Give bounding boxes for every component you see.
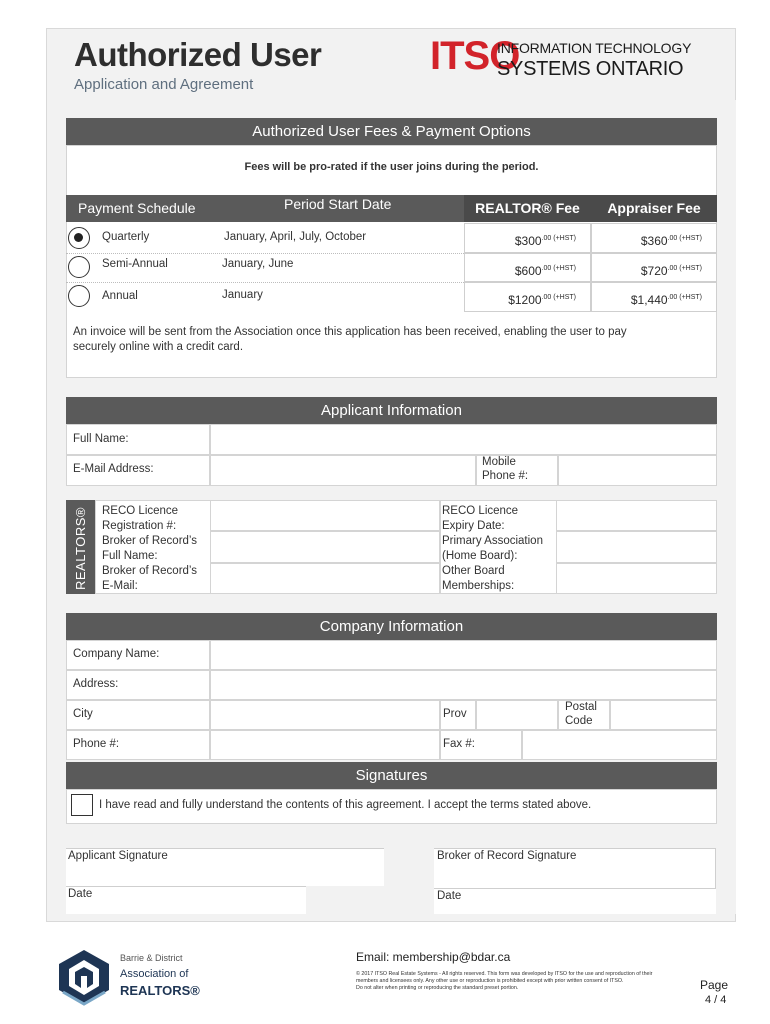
broker-signature-label: Broker of Record Signature (437, 850, 577, 862)
col-realtor-fee: REALTOR® Fee (464, 195, 591, 222)
applicant-signature-label: Applicant Signature (68, 850, 168, 862)
phone-field[interactable] (210, 730, 440, 760)
applicant-date-label: Date (68, 888, 93, 900)
applicant-section-header: Applicant Information (66, 397, 717, 424)
address-label: Address: (73, 678, 119, 690)
reco-expiry-field[interactable] (556, 500, 717, 531)
other-board-field[interactable] (556, 563, 717, 594)
realtors-tab-label: REALTORS® (73, 507, 88, 590)
email-field[interactable] (210, 455, 476, 486)
period-annual: January (222, 289, 263, 301)
appraiser-fee-quarterly: $\$360^{.00 (+HST)}$ (591, 223, 717, 253)
full-name-label: Full Name: (73, 433, 129, 445)
col-appraiser-fee: Appraiser Fee (591, 195, 717, 222)
company-name-field[interactable] (210, 640, 717, 670)
assoc-name-line1: Barrie & District (120, 953, 183, 963)
city-field[interactable] (210, 700, 440, 730)
postal-label-2: Code (565, 715, 593, 727)
schedule-annual: Annual (102, 290, 138, 302)
realtor-left-labels: RECO Licence Registration #: Broker of Record’s Full Name: Broker of Record’s E-Mail: (102, 505, 198, 592)
realtor-right-labels: RECO Licence Expiry Date: Primary Association (Home Board): Other Board Memberships: (442, 505, 543, 592)
realtor-fee-annual: $\$1200^{.00 (+HST)}$ (464, 282, 591, 312)
agreement-checkbox[interactable] (71, 794, 93, 816)
broker-date-field[interactable] (434, 888, 716, 914)
prorate-note: Fees will be pro-rated if the user joins during the period. (244, 161, 539, 173)
fee-table-header (66, 195, 464, 222)
mobile-label-2: Phone #: (482, 470, 529, 482)
footer-email[interactable]: Email: membership@bdar.ca (356, 950, 511, 964)
itso-logo-line2: SYSTEMS ONTARIO (497, 58, 684, 80)
fees-section-header: Authorized User Fees & Payment Options (66, 118, 717, 145)
home-board-field[interactable] (556, 531, 717, 563)
mobile-label-1: Mobile (482, 456, 516, 468)
itso-logo-line1: INFORMATION TECHNOLOGY (497, 40, 692, 56)
realtor-fee-semi-annual: $\$600^{.00 (+HST)}$ (464, 253, 591, 282)
divider (66, 253, 464, 254)
postal-code-field[interactable] (610, 700, 717, 730)
appraiser-fee-semi-annual: $\$720^{.00 (+HST)}$ (591, 253, 717, 282)
invoice-note-line1: An invoice will be sent from the Association once this application has been received, enabling the user to pay (73, 326, 627, 338)
assoc-name-line3: REALTORS® (120, 983, 200, 998)
period-quarterly: January, April, July, October (224, 231, 367, 243)
page-title: Authorized User (74, 36, 322, 73)
schedule-quarterly: Quarterly (102, 231, 150, 243)
quarterly-radio[interactable] (68, 227, 90, 249)
fax-field[interactable] (522, 730, 717, 760)
schedule-semi-annual: Semi-Annual (102, 258, 168, 270)
agreement-text: I have read and fully understand the contents of this agreement. I accept the terms stated above. (99, 799, 592, 811)
appraiser-fee-annual: $\$1,440^{.00 (+HST)}$ (591, 282, 717, 312)
company-section-header: Company Information (66, 613, 717, 640)
period-semi-annual: January, June (222, 258, 294, 270)
page-label: Page (700, 978, 729, 992)
page-subtitle: Application and Agreement (74, 76, 254, 93)
fax-label: Fax #: (443, 738, 475, 750)
signatures-section-header: Signatures (66, 762, 717, 789)
address-field[interactable] (210, 670, 717, 700)
col-payment-schedule: Payment Schedule (78, 200, 196, 216)
phone-label: Phone #: (73, 738, 120, 750)
reco-licence-field[interactable] (210, 500, 440, 531)
bdar-logo-icon (55, 946, 113, 1006)
divider (66, 282, 464, 283)
prov-field[interactable] (476, 700, 558, 730)
email-label: E-Mail Address: (73, 463, 154, 475)
city-label: City (73, 708, 93, 720)
semi-annual-radio[interactable] (68, 256, 90, 278)
broker-date-label: Date (437, 890, 462, 902)
realtor-fee-quarterly: $\$300^{.00 (+HST)}$ (464, 223, 591, 253)
applicant-date-field[interactable] (66, 886, 306, 914)
mobile-field[interactable] (558, 455, 717, 486)
company-name-label: Company Name: (73, 648, 160, 660)
postal-label-1: Postal (565, 701, 597, 713)
col-period-start: Period Start Date (284, 196, 392, 212)
footer-copyright: © 2017 ITSO Real Estate Systems - All rights reserved. This form was developed by ITSO for the use and reproduction of their members and licensees only. Any other use or reproduction is prohibited except with prior written consent of ITSO. Do not alter when printing or reproducing the standard preset portion. (356, 971, 653, 992)
broker-email-field[interactable] (210, 563, 440, 594)
annual-radio[interactable] (68, 285, 90, 307)
page-number: 4 / 4 (705, 994, 727, 1006)
full-name-field[interactable] (210, 424, 717, 455)
prov-label: Prov (443, 708, 467, 720)
itso-logo-mark: ITSO (430, 34, 520, 78)
invoice-note-line2: securely online with a credit card. (73, 341, 244, 353)
broker-name-field[interactable] (210, 531, 440, 563)
assoc-name-line2: Association of (120, 968, 189, 980)
